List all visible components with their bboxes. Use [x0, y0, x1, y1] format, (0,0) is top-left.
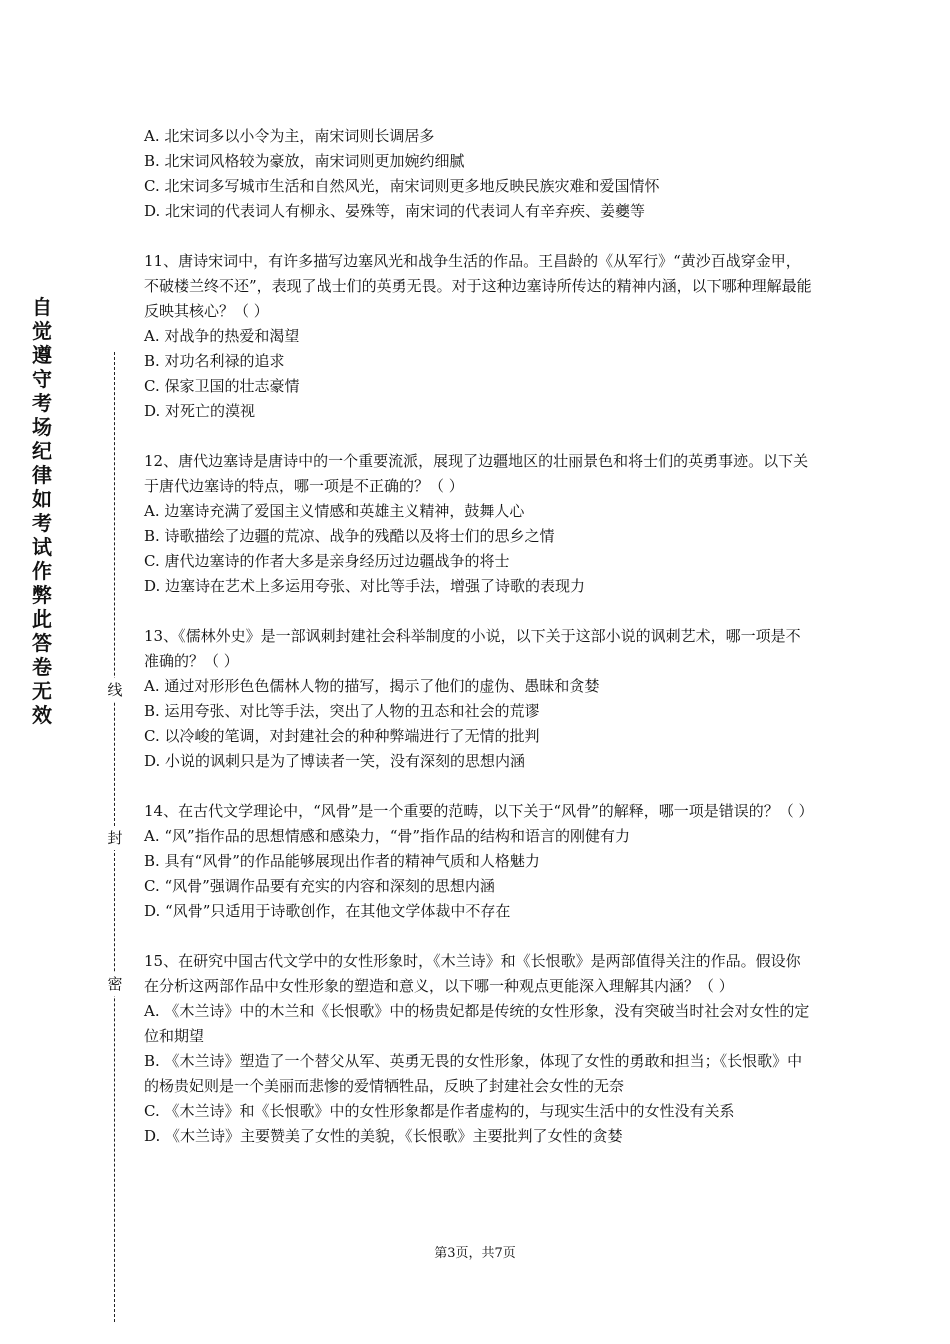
option-d: D. 北宋词的代表词人有柳永、晏殊等，南宋词的代表词人有辛弃疾、姜夔等: [144, 202, 646, 220]
option-d: D. 小说的讽刺只是为了博读者一笑，没有深刻的思想内涵: [144, 752, 526, 770]
question-stem: 15、在研究中国古代文学中的女性形象时，《木兰诗》和《长恨歌》是两部值得关注的作品。假设你在分析这两部作品中女性形象的塑造和意义，以下哪一种观点更能深入理解其内涵？（ ）: [144, 952, 801, 995]
option-c: C. 保家卫国的壮志豪情: [144, 377, 300, 395]
question-11: [144, 249, 812, 424]
exam-discipline-notice: 自觉遵守考场纪律如考试作弊此答卷无效: [32, 295, 52, 727]
question-15: [144, 949, 812, 1149]
option-a: A. 对战争的热爱和渴望: [144, 327, 300, 345]
option-a: A. 《木兰诗》中的木兰和《长恨歌》中的杨贵妃都是传统的女性形象，没有突破当时社会对女性的定位和期望: [144, 1002, 810, 1045]
option-a: A. “风”指作品的思想情感和感染力，“骨”指作品的结构和语言的刚健有力: [144, 827, 631, 845]
question-stem: 13、《儒林外史》是一部讽刺封建社会科举制度的小说，以下关于这部小说的讽刺艺术，哪一项是不准确的？（ ）: [144, 627, 801, 670]
option-a: A. 北宋词多以小令为主，南宋词则长调居多: [144, 127, 435, 145]
option-a: A. 边塞诗充满了爱国主义情感和英雄主义精神，鼓舞人心: [144, 502, 525, 520]
option-d: D. 对死亡的漠视: [144, 402, 256, 420]
option-a: A. 通过对形形色色儒林人物的描写，揭示了他们的虚伪、愚昧和贪婪: [144, 677, 600, 695]
option-d: D. 《木兰诗》主要赞美了女性的美貌，《长恨歌》主要批判了女性的贪婪: [144, 1127, 623, 1145]
question-stem: 11、唐诗宋词中，有许多描写边塞风光和战争生活的作品。王昌龄的《从军行》“黄沙百战穿金甲，不破楼兰终不还”，表现了战士们的英勇无畏。对于这种边塞诗所传达的精神内涵，以下哪种理解最能反映其核心？（ ）: [144, 252, 812, 320]
option-c: C. 《木兰诗》和《长恨歌》中的女性形象都是作者虚构的，与现实生活中的女性没有关系: [144, 1102, 735, 1120]
option-c: C. 唐代边塞诗的作者大多是亲身经历过边疆战争的将士: [144, 552, 510, 570]
question-14: [144, 799, 812, 924]
page-number: 第3页，共7页: [434, 1246, 516, 1261]
binding-label-secret: 密: [104, 972, 126, 996]
option-c: C. “风骨”强调作品要有充实的内容和深刻的思想内涵: [144, 877, 495, 895]
option-b: B. 对功名利禄的追求: [144, 352, 285, 370]
question-stem: 14、在古代文学理论中，“风骨”是一个重要的范畴，以下关于“风骨”的解释，哪一项是错误的？（ ）: [144, 802, 814, 820]
option-b: B. 《木兰诗》塑造了一个替父从军、英勇无畏的女性形象，体现了女性的勇敢和担当；《长恨歌》中的杨贵妃则是一个美丽而悲惨的爱情牺牲品，反映了封建社会女性的无奈: [144, 1052, 803, 1095]
option-b: B. 诗歌描绘了边疆的荒凉、战争的残酷以及将士们的思乡之情: [144, 527, 555, 545]
question-13: [144, 624, 812, 774]
binding-label-seal: 封: [104, 826, 126, 850]
previous-question-options: [144, 124, 812, 224]
question-stem: 12、唐代边塞诗是唐诗中的一个重要流派，展现了边疆地区的壮丽景色和将士们的英勇事迹。以下关于唐代边塞诗的特点，哪一项是不正确的？（ ）: [144, 452, 809, 495]
option-c: C. 以冷峻的笔调，对封建社会的种种弊端进行了无情的批判: [144, 727, 540, 745]
option-b: B. 具有“风骨”的作品能够展现出作者的精神气质和人格魅力: [144, 852, 540, 870]
option-c: C. 北宋词多写城市生活和自然风光，南宋词则更多地反映民族灾难和爱国情怀: [144, 177, 660, 195]
exam-content: [144, 124, 812, 1149]
option-b: B. 运用夸张、对比等手法，突出了人物的丑态和社会的荒谬: [144, 702, 540, 720]
option-b: B. 北宋词风格较为豪放，南宋词则更加婉约细腻: [144, 152, 465, 170]
option-d: D. 边塞诗在艺术上多运用夸张、对比等手法，增强了诗歌的表现力: [144, 577, 586, 595]
binding-label-line: 线: [104, 678, 126, 702]
option-d: D. “风骨”只适用于诗歌创作，在其他文学体裁中不存在: [144, 902, 511, 920]
question-12: [144, 449, 812, 599]
